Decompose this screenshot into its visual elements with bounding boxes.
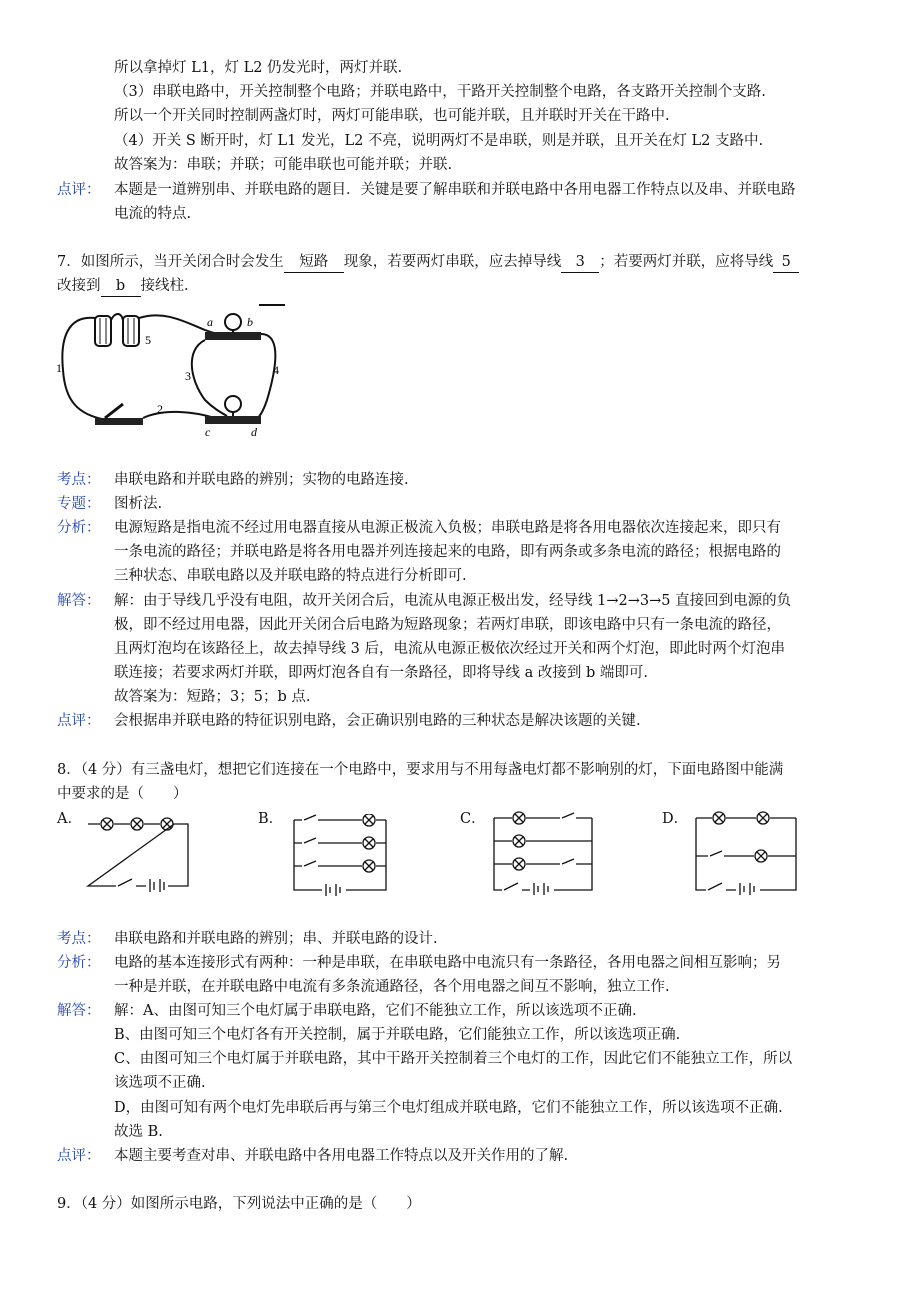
q6-review-2: 电流的特点. xyxy=(114,206,192,222)
q7-label-wire-2: 2 xyxy=(157,402,163,416)
q7-bulb-top xyxy=(225,314,241,330)
q7-fenxi-2: 一条电流的路径；并联电路是将各用电器并列连接起来的电路，即有两条或多条电流的路径；根据电路的 xyxy=(114,544,781,560)
q8-kaodian: 串联电路和并联电路的辨别；串、并联电路的设计. xyxy=(114,931,438,947)
q8-jieda-2: B、由图可知三个电灯各有开关控制，属于并联电路，它们能独立工作，所以该选项正确. xyxy=(114,1027,681,1043)
q8-jieda-6: 故选 B. xyxy=(114,1124,163,1140)
q8-circuit-c xyxy=(490,810,596,896)
q7-circuit-figure xyxy=(55,300,295,440)
q7-jieda-4: 联连接；若要求两灯并联，即两灯泡各自有一条路径，即将导线 a 改接到 b 端即可. xyxy=(114,665,648,681)
q8-fenxi-label: 分析： xyxy=(57,955,101,971)
q7-zhuanti-label: 专题： xyxy=(57,496,101,512)
q7-zhuanti: 图析法. xyxy=(114,496,163,512)
q7-wire-3 xyxy=(192,340,227,416)
q7-switch-lever xyxy=(105,404,123,418)
q6-line-1: 所以拿掉灯 L1，灯 L2 仍发光时，两灯并联. xyxy=(114,60,403,76)
q6-line-4: （4）开关 S 断开时，灯 L1 发光，L2 不亮，说明两灯不是串联，则是并联，且开关在灯 L2 支路中. xyxy=(114,133,764,149)
q7-label-d: d xyxy=(251,425,257,439)
q7-blank-4: b xyxy=(101,276,141,297)
q7-jieda-2: 极，即不经过用电器，因此开关闭合后电路为短路现象；若两灯串联，即该电路中只有一条电流的路径， xyxy=(114,617,781,633)
q7-dianping: 会根据串并联电路的特征识别电路，会正确识别电路的三种状态是解决该题的关键. xyxy=(114,713,641,729)
q7-kaodian-label: 考点： xyxy=(57,472,101,488)
q6-review-1: 本题是一道辨别串、并联电路的题目．关键是要了解串联和并联电路中各用电器工作特点以及串、并联电路 xyxy=(114,182,796,198)
q7-lamp-holder-top xyxy=(205,332,261,340)
q6-line-3: 所以一个开关同时控制两盏灯时，两灯可能串联，也可能并联，且并联时开关在干路中. xyxy=(114,108,670,124)
q7-stem-e: 接线柱. xyxy=(140,278,189,294)
q8-dianping: 本题主要考查对串、并联电路中各用电器工作特点以及开关作用的了解. xyxy=(114,1148,569,1164)
q6-line-2: （3）串联电路中，开关控制整个电路；并联电路中，干路开关控制整个电路，各支路开关控制个支路. xyxy=(114,84,766,100)
q7-jieda-1: 解：由于导线几乎没有电阻，故开关闭合后，电流从电源正极出发，经导线 1→2→3→5 直接回到电源的负 xyxy=(114,593,792,609)
q7-wire-4 xyxy=(255,334,275,420)
q7-stem xyxy=(57,252,799,273)
q8-option-d-label: D． xyxy=(662,811,689,827)
q8-jieda-4: 该选项不正确. xyxy=(114,1075,206,1091)
q8-option-a-label: A． xyxy=(57,811,82,827)
q7-blank-2: 3 xyxy=(561,252,599,273)
q7-stem-b: 现象，若要两灯串联，应去掉导线 xyxy=(343,254,562,270)
q7-lamp-holder-bottom xyxy=(205,416,261,424)
q7-fenxi-3: 三种状态、串联电路以及并联电路的特点进行分析即可. xyxy=(114,568,467,584)
q8-dianping-label: 点评： xyxy=(57,1148,101,1164)
q8-fenxi-1: 电路的基本连接形式有两种：一种是串联，在串联电路中电流只有一条路径，各用电器之间相互影响；另 xyxy=(114,955,781,971)
q8-circuit-d xyxy=(692,810,800,896)
q7-kaodian: 串联电路和并联电路的辨别；实物的电路连接. xyxy=(114,472,409,488)
q9-stem: 9．（4 分）如图所示电路，下列说法中正确的是（ ） xyxy=(57,1196,421,1212)
q7-label-wire-5: 5 xyxy=(145,333,151,347)
q7-stem-c: ；若要两灯并联，应将导线 xyxy=(599,254,774,270)
q7-bulb-bottom xyxy=(225,396,241,412)
q7-label-wire-4: 4 xyxy=(273,363,279,377)
q7-fenxi-label: 分析： xyxy=(57,520,101,536)
q8-stem-2: 中要求的是（ ） xyxy=(57,786,188,802)
q8-jieda-3: C、由图可知三个电灯属于并联电路，其中干路开关控制着三个电灯的工作，因此它们不能独立工作，所以 xyxy=(114,1051,793,1067)
q8-option-b-label: B． xyxy=(258,811,284,827)
q7-jieda-5: 故答案为：短路；3；5；b 点. xyxy=(114,689,311,705)
q7-wire-2 xyxy=(143,412,215,418)
q7-battery-2 xyxy=(123,316,139,346)
q8-jieda-label: 解答： xyxy=(57,1003,101,1019)
q8-circuit-b xyxy=(290,814,390,896)
q7-label-wire-1: 1 xyxy=(56,361,62,375)
q7-stem-a: 7．如图所示，当开关闭合时会发生 xyxy=(57,254,284,270)
q7-blank-1: 短路 xyxy=(284,252,344,273)
q8-kaodian-label: 考点： xyxy=(57,931,101,947)
q7-label-a: a xyxy=(207,315,213,329)
q7-jieda-3: 且两灯泡均在该路径上，故去掉导线 3 后，电流从电源正极依次经过开关和两个灯泡，即此时两个灯泡串 xyxy=(114,641,785,657)
q7-jieda-label: 解答： xyxy=(57,593,101,609)
q8-fenxi-2: 一种是并联，在并联电路中电流有多条流通路径，各个用电器之间互不影响，独立工作. xyxy=(114,979,670,995)
q8-stem-1: 8．（4 分）有三盏电灯，想把它们连接在一个电路中，要求用与不用每盏电灯都不影响别的灯，下面电路图中能满 xyxy=(57,762,784,778)
q8-circuit-a xyxy=(86,814,191,892)
q7-stem-d: 改接到 xyxy=(57,278,101,294)
q7-label-wire-3: 3 xyxy=(185,369,191,383)
q7-switch-base xyxy=(95,418,143,425)
q7-label-c: c xyxy=(205,425,211,439)
q7-stem-2 xyxy=(57,276,189,297)
q8-jieda-5: D，由图可知有两个电灯先串联后再与第三个电灯组成并联电路，它们不能独立工作，所以该选项不正确. xyxy=(114,1100,783,1116)
q8-option-c-label: C． xyxy=(460,811,486,827)
q7-blank-3: 5 xyxy=(773,252,799,273)
q6-review-label: 点评： xyxy=(57,182,101,198)
q8-jieda-1: 解：A、由图可知三个电灯属于串联电路，它们不能独立工作，所以该选项不正确. xyxy=(114,1003,637,1019)
q7-label-b: b xyxy=(247,315,253,329)
q7-battery-1 xyxy=(95,316,111,346)
q7-fenxi-1: 电源短路是指电流不经过用电器直接从电源正极流入负极；串联电路是将各用电器依次连接起来，即只有 xyxy=(114,520,781,536)
q6-line-5: 故答案为：串联；并联；可能串联也可能并联；并联. xyxy=(114,157,453,173)
q7-dianping-label: 点评： xyxy=(57,713,101,729)
